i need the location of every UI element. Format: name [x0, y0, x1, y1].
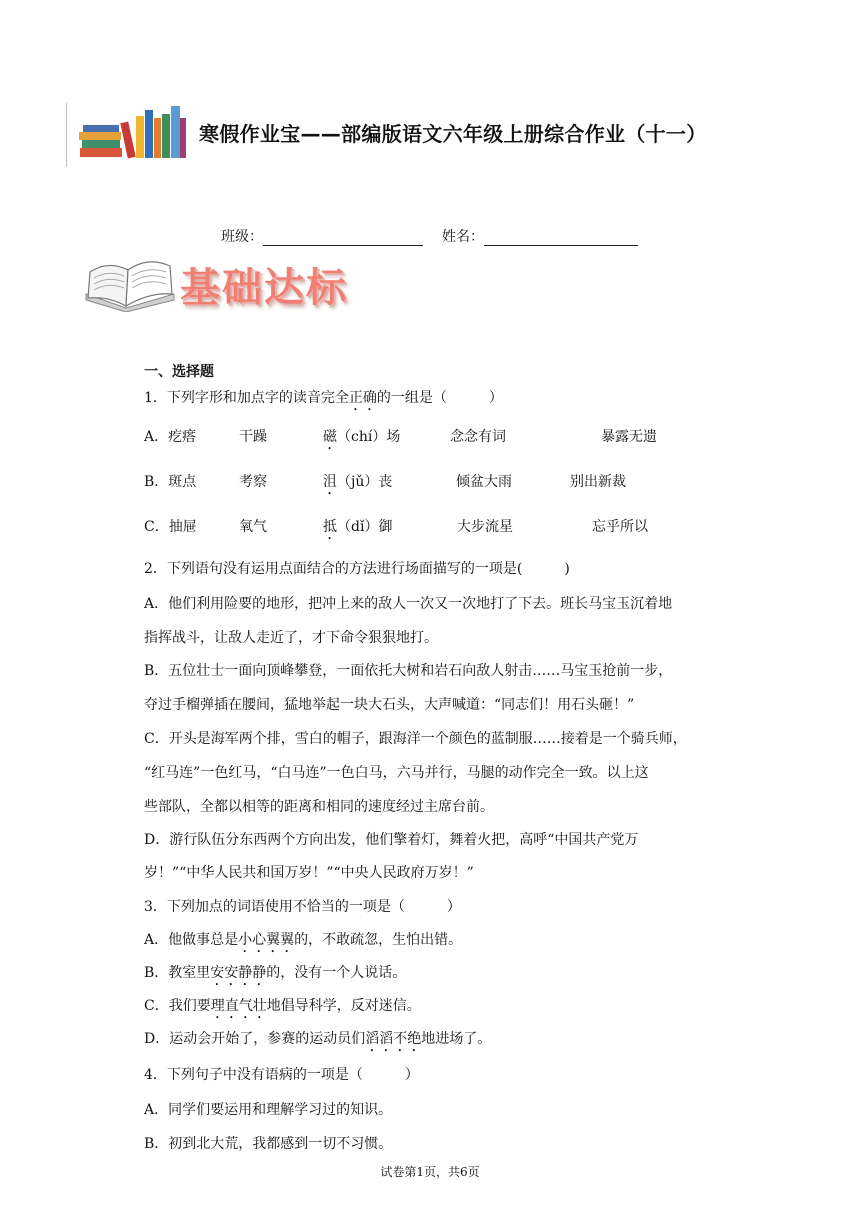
option-label: B．斑点	[144, 474, 197, 490]
pinyin-word: （chí）场	[337, 429, 401, 445]
q1-stem-pre: 1．下列字形和加点字的读音完全	[144, 390, 349, 406]
open-book-icon	[82, 254, 178, 312]
q1-stem-dotted: 正确	[348, 390, 377, 406]
q3-option-a	[144, 929, 462, 956]
page-title: 寒假作业宝——部编版语文六年级上册综合作业（十一）	[199, 122, 707, 146]
pinyin-word: （jǔ）丧	[337, 474, 393, 490]
option-text: C．我们要	[144, 998, 211, 1014]
option-label: A．疙瘩	[144, 429, 197, 445]
q3-option-d	[144, 1028, 491, 1055]
option-word: 念念有词	[450, 429, 506, 445]
q2-line: C．开头是海军两个排，雪白的帽子，跟海洋一个颜色的蓝制服……接着是一个骑兵师，	[144, 731, 687, 747]
q3-stem: 3．下列加点的词语使用不恰当的一项是（ ）	[144, 899, 461, 915]
option-word: 别出新裁	[570, 474, 626, 490]
option-text: B．教室里	[144, 965, 211, 981]
option-word: 暴露无遗	[601, 429, 657, 445]
q2-line: A．他们利用险要的地形，把冲上来的敌人一次又一次地打了下去。班长马宝玉沉着地	[144, 596, 673, 612]
dotted-word: 安安静静	[210, 965, 267, 981]
option-text: 的，不敢疏忽，生怕出错。	[294, 932, 463, 948]
option-text: D．运动会开始了，参赛的运动员们	[144, 1031, 366, 1047]
q2-line: B．五位壮士一面向顶峰攀登，一面依托大树和岩石向敌人射击……马宝玉抢前一步，	[144, 663, 673, 679]
q3-option-c	[144, 995, 421, 1022]
q1-stem-post: 的一组是（ ）	[376, 390, 503, 406]
q2-line: 岁！”“中华人民共和国万岁！”“中央人民政府万岁！”	[144, 865, 474, 881]
class-label: 班级：	[221, 229, 263, 245]
section-title: 一、选择题	[144, 364, 214, 380]
q2-line: 指挥战斗，让敌人走近了，才下命令狠狠地打。	[144, 630, 438, 646]
q2-line: “红马连”一色红马，“白马连”一色白马，六马并行，马腿的动作完全一致。以上这	[144, 765, 649, 781]
q2-line: D．游行队伍分东西两个方向出发，他们擎着灯，舞着火把，高呼“中国共产党万	[144, 832, 639, 848]
q1-stem	[144, 387, 503, 414]
option-word: 倾盆大雨	[456, 474, 512, 490]
option-word: 大步流星	[457, 519, 513, 535]
page-footer: 试卷第1页，共6页	[380, 1165, 480, 1179]
q2-line: 些部队，全都以相等的距离和相同的速度经过主席台前。	[144, 799, 494, 815]
q4-option-a: A．同学们要运用和理解学习过的知识。	[144, 1102, 393, 1118]
books-logo-icon	[76, 104, 188, 160]
option-text: 的，没有一个人说话。	[266, 965, 407, 981]
pinyin-word: （dǐ）御	[337, 519, 393, 535]
class-field	[221, 226, 423, 246]
option-text: 地倡导科学，反对迷信。	[266, 998, 421, 1014]
class-blank	[263, 231, 423, 246]
dotted-char: 抵	[323, 519, 337, 535]
option-word: 氧气	[239, 519, 267, 535]
option-label: C．抽屉	[144, 519, 197, 535]
dotted-char: 沮	[323, 474, 337, 490]
dotted-word: 滔滔不绝	[365, 1031, 422, 1047]
header-divider	[66, 103, 67, 167]
q3-option-b	[144, 962, 406, 989]
dotted-char: 磁	[323, 429, 337, 445]
name-field	[442, 226, 638, 246]
dotted-word: 理直气壮	[210, 998, 267, 1014]
name-blank	[484, 231, 638, 246]
q4-stem: 4．下列句子中没有语病的一项是（ ）	[144, 1067, 419, 1083]
option-word: 考察	[239, 474, 267, 490]
q2-line: 夺过手榴弹插在腰间，猛地举起一块大石头，大声喊道：“同志们！用石头砸！”	[144, 697, 635, 713]
dotted-word: 小心翼翼	[238, 932, 295, 948]
option-text: 地进场了。	[421, 1031, 492, 1047]
option-text: A．他做事总是	[144, 932, 239, 948]
q2-stem: 2．下列语句没有运用点面结合的方法进行场面描写的一项是( )	[144, 561, 570, 577]
option-word: 干躁	[239, 429, 267, 445]
option-word: 忘乎所以	[592, 519, 648, 535]
q4-option-b: B．初到北大荒，我都感到一切不习惯。	[144, 1136, 393, 1152]
section-banner: 基础达标	[180, 265, 348, 311]
name-label: 姓名：	[442, 229, 484, 245]
